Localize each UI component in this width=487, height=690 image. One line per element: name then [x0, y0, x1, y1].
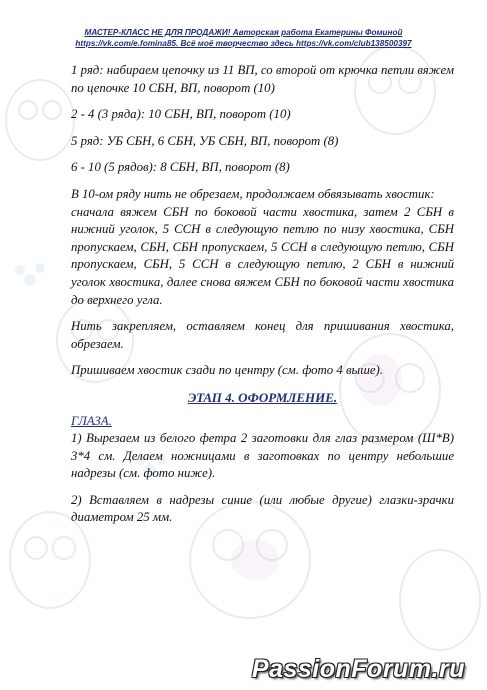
row-1-instruction: 1 ряд: набираем цепочку из 11 ВП, со второй от крючка петли вяжем по цепочке 10 СБН, ВП, поворот (10)	[71, 63, 454, 95]
page-header	[30, 28, 457, 49]
site-watermark: PassionForum.ru	[251, 655, 465, 683]
row-5-instruction: 5 ряд: УБ СБН, 6 СБН, УБ СБН, ВП, поворот (8)	[71, 133, 339, 148]
section-title-eyes: ГЛАЗА.	[71, 413, 112, 428]
header-line-copyright: МАСТЕР-КЛАСС НЕ ДЛЯ ПРОДАЖИ! Авторская работа Екатерины Фоминой	[84, 28, 403, 37]
finish-tail-instruction: Нить закрепляем, оставляем конец для пришивания хвостика, обрезаем.	[71, 319, 454, 351]
eyes-step-2: 2) Вставляем в надрезы синие (или любые другие) глазки-зрачки диаметром 25 мм.	[71, 492, 454, 525]
rows-2-4-instruction: 2 - 4 (3 ряда): 10 СБН, ВП, поворот (10)	[71, 107, 291, 122]
attach-tail-instruction: Пришиваем хвостик сзади по центру (см. фото 4 выше).	[71, 363, 384, 378]
eyes-step-1: 1) Вырезаем из белого фетра 2 заготовки для глаз размером (Ш*В) 3*4 см. Делаем ножницами в заготовках по центру небольшие надрезы (см. фото ниже).	[71, 431, 454, 481]
stage-title: ЭТАП 4. ОФОРМЛЕНИЕ.	[187, 389, 338, 405]
header-line-links[interactable]: https://vk.com/e.fomina85. Всё моё творчество здесь https://vk.com/club138500397	[75, 38, 412, 48]
instructions-body	[71, 62, 454, 536]
rows-6-10-instruction: 6 - 10 (5 рядов): 8 СБН, ВП, поворот (8)	[71, 160, 290, 175]
row-10-note: В 10-ом ряду нить не обрезаем, продолжаем обвязывать хвостик:	[71, 186, 435, 201]
tail-edging-instruction: сначала вяжем СБН по боковой части хвостика, затем 2 СБН в нижний уголок, 5 ССН в следующую петлю по низу хвостика, СБН пропускаем, СБН, СБН пропускаем, 5 ССН в следующую петлю, СБН пропускаем, СБН, 5 ССН в следующую петлю, 2 СБН в нижний уголок хвостика, далее снова вяжем СБН по боковой части хвостика до верхнего угла.	[71, 204, 454, 307]
